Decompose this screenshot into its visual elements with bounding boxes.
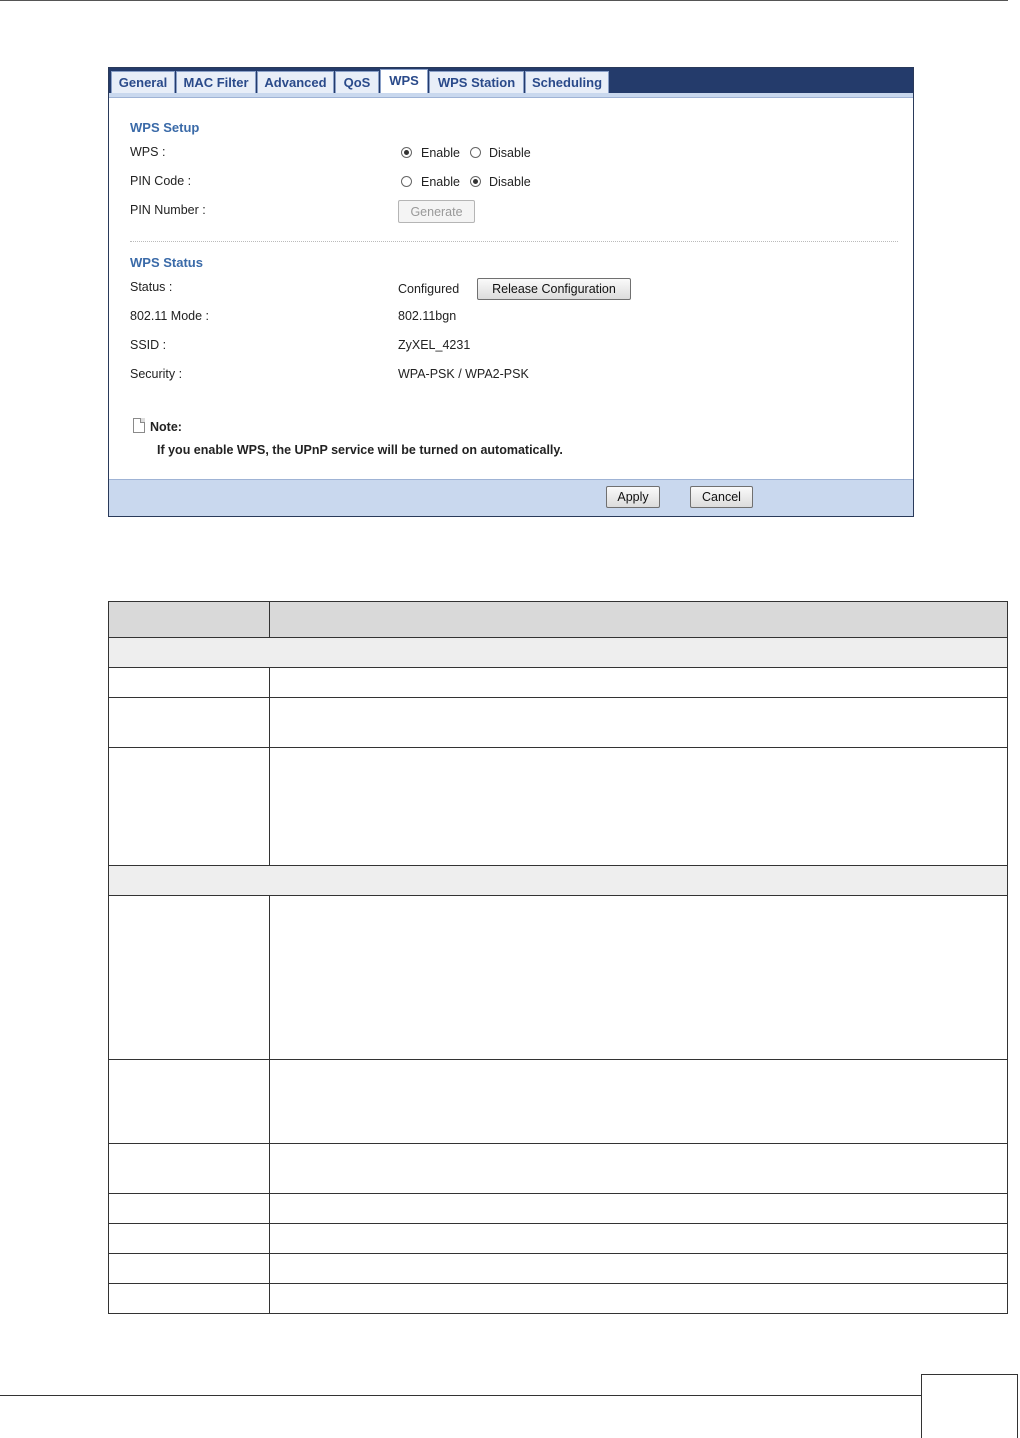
table-row xyxy=(109,1194,1008,1224)
table-cell xyxy=(109,896,270,1060)
table-cell xyxy=(270,1194,1008,1224)
tab-wps-station[interactable]: WPS Station xyxy=(429,71,524,93)
table-cell xyxy=(109,668,270,698)
note-title: Note: xyxy=(150,420,182,434)
table-section-row xyxy=(109,638,1008,668)
table-section-row xyxy=(109,866,1008,896)
footer-rule xyxy=(0,1395,921,1396)
page-number-box xyxy=(921,1374,1018,1438)
table-header-cell xyxy=(270,602,1008,638)
release-configuration-button[interactable]: Release Configuration xyxy=(477,278,631,300)
table-header-row xyxy=(109,602,1008,638)
pin-code-label: PIN Code : xyxy=(130,174,192,188)
ssid-label: SSID : xyxy=(130,338,167,352)
wps-settings-panel xyxy=(108,67,914,517)
apply-button[interactable]: Apply xyxy=(606,486,660,508)
generate-button[interactable]: Generate xyxy=(398,200,475,223)
table-cell xyxy=(109,1284,270,1314)
pin-disable-label: Disable xyxy=(489,175,531,189)
table-cell xyxy=(270,698,1008,748)
note-text: If you enable WPS, the UPnP service will be turned on automatically. xyxy=(157,443,563,457)
table-cell xyxy=(109,1224,270,1254)
tab-advanced[interactable]: Advanced xyxy=(257,71,334,93)
table-cell xyxy=(109,1254,270,1284)
mode-label: 802.11 Mode : xyxy=(130,309,209,323)
table-cell xyxy=(270,668,1008,698)
table-cell xyxy=(270,1060,1008,1144)
status-label: Status : xyxy=(130,280,173,294)
header-rule xyxy=(0,0,1008,1)
table-section-cell xyxy=(109,638,1008,668)
cancel-button[interactable]: Cancel xyxy=(690,486,753,508)
security-value: WPA-PSK / WPA2-PSK xyxy=(398,367,529,381)
wps-enable-label: Enable xyxy=(421,146,460,160)
table-row xyxy=(109,698,1008,748)
pin-enable-radio[interactable] xyxy=(401,176,412,187)
table-cell xyxy=(270,1224,1008,1254)
panel-footer xyxy=(109,479,913,516)
table-cell xyxy=(270,1284,1008,1314)
table-cell xyxy=(109,698,270,748)
tab-scheduling[interactable]: Scheduling xyxy=(525,71,609,93)
tab-wps[interactable]: WPS xyxy=(380,69,428,94)
wps-label: WPS : xyxy=(130,145,166,159)
tab-mac-filter[interactable]: MAC Filter xyxy=(176,71,256,93)
table-row xyxy=(109,1224,1008,1254)
section-divider xyxy=(130,241,898,242)
table-header-cell xyxy=(109,602,270,638)
table-row xyxy=(109,1254,1008,1284)
table-cell xyxy=(270,1144,1008,1194)
note-icon xyxy=(133,418,145,433)
pin-number-label: PIN Number : xyxy=(130,203,206,217)
table-cell xyxy=(270,896,1008,1060)
wps-enable-radio[interactable] xyxy=(401,147,412,158)
table-row xyxy=(109,1060,1008,1144)
table-cell xyxy=(109,1194,270,1224)
wps-status-title: WPS Status xyxy=(130,255,203,270)
pin-disable-radio[interactable] xyxy=(470,176,481,187)
security-label: Security : xyxy=(130,367,183,381)
table-row xyxy=(109,668,1008,698)
table-row xyxy=(109,1284,1008,1314)
table-row xyxy=(109,748,1008,866)
tab-general[interactable]: General xyxy=(111,71,175,93)
field-description-table xyxy=(108,601,1008,1314)
tab-qos[interactable]: QoS xyxy=(335,71,379,93)
table-cell xyxy=(270,748,1008,866)
table-row xyxy=(109,1144,1008,1194)
table-cell xyxy=(109,748,270,866)
table-row xyxy=(109,896,1008,1060)
wps-setup-title: WPS Setup xyxy=(130,120,200,135)
pin-enable-label: Enable xyxy=(421,175,460,189)
table-cell xyxy=(270,1254,1008,1284)
table-cell xyxy=(109,1060,270,1144)
ssid-value: ZyXEL_4231 xyxy=(398,338,471,352)
wps-disable-radio[interactable] xyxy=(470,147,481,158)
tab-underline-edge xyxy=(109,97,913,98)
wps-disable-label: Disable xyxy=(489,146,531,160)
mode-value: 802.11bgn xyxy=(398,309,457,323)
table-section-cell xyxy=(109,866,1008,896)
status-value: Configured xyxy=(398,282,460,296)
tab-bar xyxy=(109,68,913,93)
table-cell xyxy=(109,1144,270,1194)
